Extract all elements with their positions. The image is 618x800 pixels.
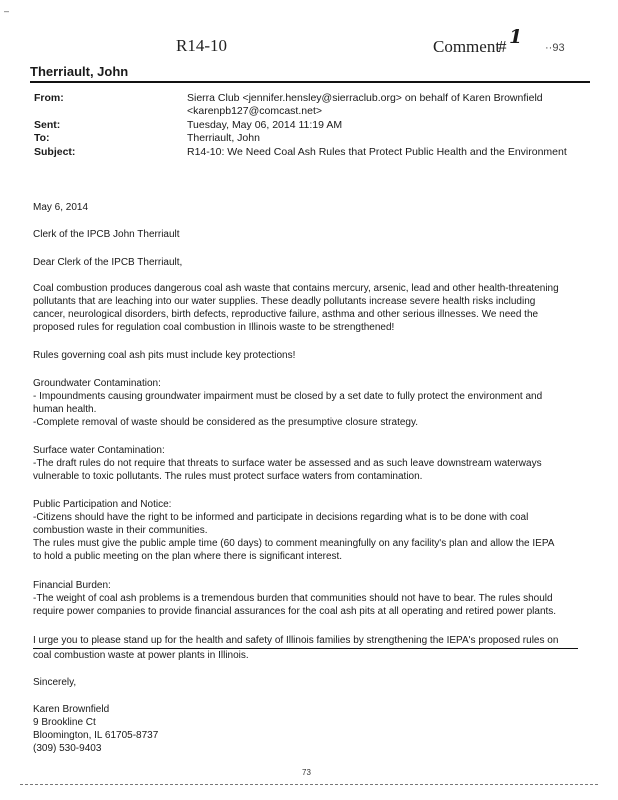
section-heading: Public Participation and Notice: <box>33 499 172 510</box>
comment-label: Comment <box>433 37 501 56</box>
intro-paragraph <box>33 282 578 334</box>
from-value-line: <karenpb127@comcast.net> <box>187 105 322 117</box>
scan-footer-rule <box>20 784 598 785</box>
sent-value: Tuesday, May 06, 2014 11:19 AM <box>187 119 343 131</box>
intro-line: cancer, neurological disorders, birth defects, reproductive failure, asthma and other serious illnesses. We need the <box>33 309 539 320</box>
subject-label: Subject: <box>34 146 76 158</box>
from-value-line: Sierra Club <jennifer.hensley@sierraclub.org> on behalf of Karen Brownfield <box>187 92 543 104</box>
sent-label: Sent: <box>34 119 61 131</box>
page-number: 73 <box>302 768 311 777</box>
public-participation-section <box>33 498 578 563</box>
from-label: From: <box>34 92 64 104</box>
signature-line: 9 Brookline Ct <box>33 717 96 728</box>
docket-number: R14-10 <box>176 36 227 55</box>
section-line: require power companies to provide financial assurances for the coal ash pits at all operating and retired power plants. <box>33 606 557 617</box>
section-heading: Groundwater Contamination: <box>33 378 161 389</box>
intro-line: proposed rules for regulation coal combustion in Illinois waste to be strengthened! <box>33 322 395 333</box>
closing-line: coal combustion waste at power plants in Illinois. <box>33 650 249 661</box>
financial-burden-section <box>33 579 578 618</box>
comment-page-suffix: ··93 <box>545 42 565 54</box>
groundwater-section <box>33 377 578 429</box>
intro-line: pollutants that are leaching into our water supplies. These deadly pollutants increase severe health risks including <box>33 296 536 307</box>
intro-line: Coal combustion produces dangerous coal ash waste that contains mercury, arsenic, lead and other health-threatening <box>33 283 559 294</box>
from-value <box>187 92 543 118</box>
surface-water-section <box>33 444 578 483</box>
section-line: -Citizens should have the right to be informed and participate in decisions regarding what is to be done with coal <box>33 512 529 523</box>
corner-mark: – <box>4 6 10 16</box>
hash-sign: # <box>498 37 507 56</box>
letter-date: May 6, 2014 <box>33 202 89 213</box>
section-line: combustion waste in their communities. <box>33 525 208 536</box>
section-heading: Surface water Contamination: <box>33 445 165 456</box>
signature-block <box>33 703 578 755</box>
signature-line: (309) 530-9403 <box>33 743 102 754</box>
signature-line: Karen Brownfield <box>33 704 110 715</box>
to-label: To: <box>34 132 50 144</box>
section-line: vulnerable to toxic pollutants. The rules must protect surface waters from contamination. <box>33 471 423 482</box>
signoff: Sincerely, <box>33 677 77 688</box>
header-rule <box>30 81 590 83</box>
section-line: -The weight of coal ash problems is a tremendous burden that communities should not have to bear. The rules should <box>33 593 553 604</box>
section-line: human health. <box>33 404 97 415</box>
section-heading: Financial Burden: <box>33 580 111 591</box>
signature-line: Bloomington, IL 61705-8737 <box>33 730 159 741</box>
closing-line: I urge you to please stand up for the health and safety of Illinois families by strengthening the IEPA's proposed rules on <box>33 634 578 649</box>
mailbox-owner-name: Therriault, John <box>30 64 129 79</box>
letter-recipient: Clerk of the IPCB John Therriault <box>33 229 180 240</box>
handwritten-comment-number: 1 <box>509 26 523 48</box>
key-protections-line: Rules governing coal ash pits must include key protections! <box>33 350 296 361</box>
section-line: to hold a public meeting on the plan where there is significant interest. <box>33 551 343 562</box>
letter-salutation: Dear Clerk of the IPCB Therriault, <box>33 257 183 268</box>
closing-paragraph <box>33 634 578 662</box>
subject-value: R14-10: We Need Coal Ash Rules that Protect Public Health and the Environment <box>187 146 567 158</box>
section-line: The rules must give the public ample time (60 days) to comment meaningfully on any facility's plan and allow the IEPA <box>33 538 555 549</box>
section-line: -The draft rules do not require that threats to surface water be assessed and as such leave downstream waterways <box>33 458 542 469</box>
to-value: Therriault, John <box>187 132 260 144</box>
section-line: -Complete removal of waste should be considered as the presumptive closure strategy. <box>33 417 419 428</box>
section-line: - Impoundments causing groundwater impairment must be closed by a set date to fully protect the environment and <box>33 391 543 402</box>
